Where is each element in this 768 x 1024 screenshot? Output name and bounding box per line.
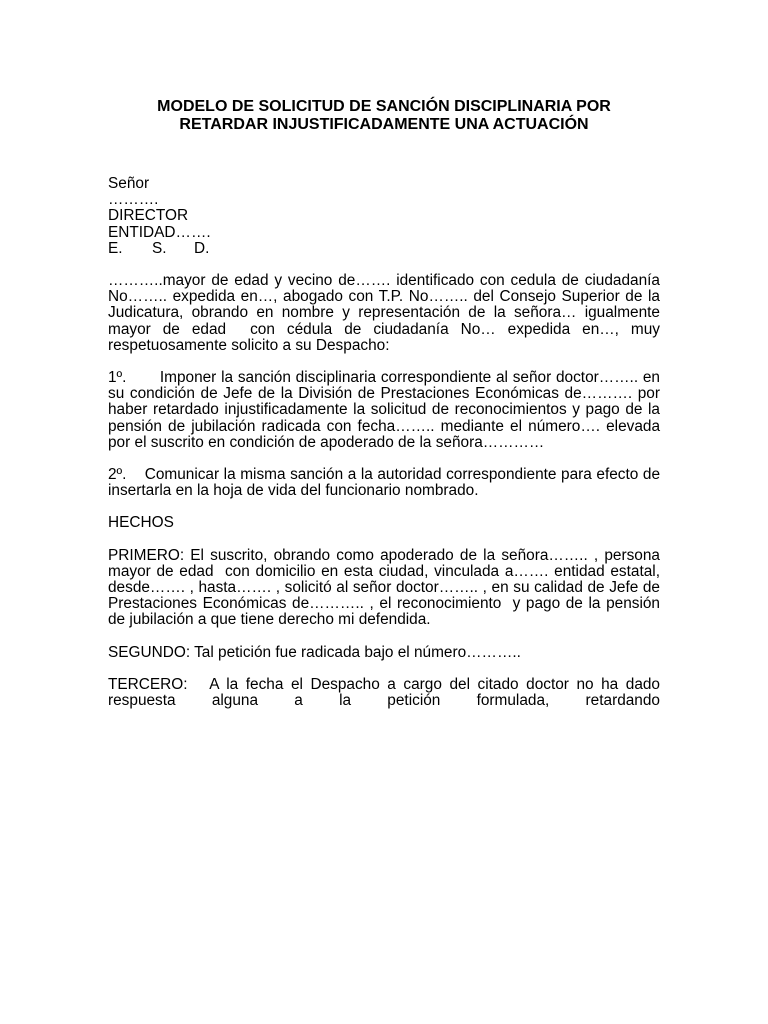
fact-segundo: SEGUNDO: Tal petición fue radicada bajo el número……….. xyxy=(108,643,521,661)
fact-tercero: TERCERO: A la fecha el Despacho a cargo del citado doctor no ha dado respuesta alguna a la petición formulada, retardando xyxy=(108,675,665,710)
addressee-entity: ENTIDAD……. xyxy=(108,223,211,241)
request-item-2: 2º. Comunicar la misma sanción a la autoridad correspondiente para efecto de insertarla en la hoja de vida del funcionario nombrado. xyxy=(108,466,665,500)
hechos-heading: HECHOS xyxy=(108,514,174,532)
addressee-name: ………. xyxy=(108,191,159,209)
title-line-2: RETARDAR INJUSTIFICADAMENTE UNA ACTUACIÓN xyxy=(179,116,589,133)
document-title xyxy=(108,98,660,134)
esd-d: D. xyxy=(194,239,210,257)
esd-s: S. xyxy=(152,239,167,257)
fact-primero: PRIMERO: El suscrito, obrando como apoderado de la señora…….. , persona mayor de edad con domicilio en esta ciudad, vinculada a……. entidad estatal, desde……. , hasta……. , solicitó al señor doctor…….. , en su calidad de Jefe de Prestaciones Económicas de……….. , el reconocimiento y pago de la pensión de jubilación a que tiene derecho mi defendida. xyxy=(108,546,665,629)
addressee-block xyxy=(108,176,660,257)
title-line-1: MODELO DE SOLICITUD DE SANCIÓN DISCIPLINARIA POR xyxy=(157,98,611,115)
esd-line xyxy=(108,241,660,257)
intro-paragraph: ………..mayor de edad y vecino de……. identificado con cedula de ciudadanía No…….. expedida en…, abogado con T.P. No…….. del Consejo Superior de la Judicatura, obrando en nombre y representación de la señora… igualmente mayor de edad con cédula de ciudadanía No… expedida en…, muy respetuosamente solicito a su Despacho: xyxy=(108,272,665,354)
addressee-title: DIRECTOR xyxy=(108,207,189,225)
esd-e: E. xyxy=(108,239,123,257)
request-item-1: 1º. Imponer la sanción disciplinaria correspondiente al señor doctor…….. en su condición de Jefe de la División de Prestaciones Económicas de………. por haber retardado injustificadamente la solicitud de reconocimientos y pago de la pensión de jubilación radicada con fecha…….. mediante el número…. elevada por el suscrito en condición de apoderado de la señora………… xyxy=(108,369,665,451)
salutation: Señor xyxy=(108,175,150,192)
